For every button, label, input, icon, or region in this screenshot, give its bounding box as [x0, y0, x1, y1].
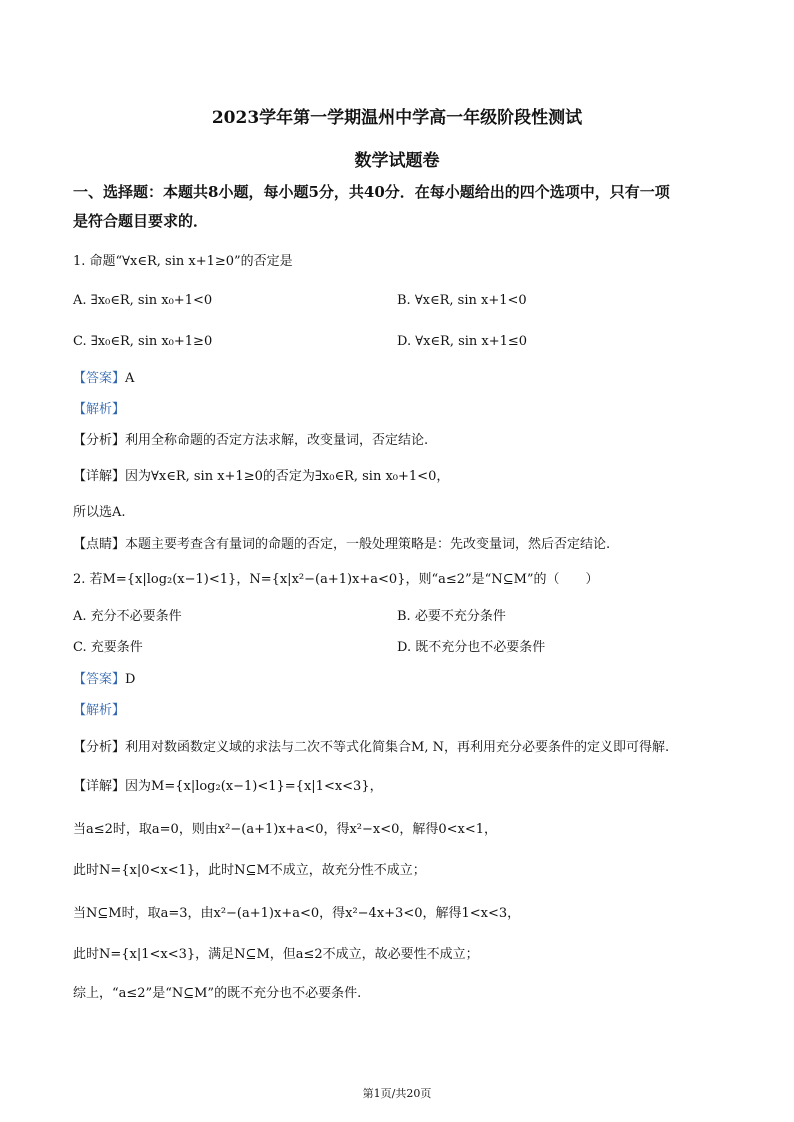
fenxi-text: 利用全称命题的否定方法求解，改变量词，否定结论.: [125, 433, 429, 448]
q2-option-a: A. 充分不必要条件: [73, 609, 182, 624]
page-subtitle: 数学试题卷: [354, 151, 440, 171]
comment-text: 本题主要考查含有量词的命题的否定，一般处理策略是：先改变量词，然后否定结论.: [125, 537, 611, 552]
q1-option-b: B. ∀x∈R, sin x+1<0: [397, 293, 527, 308]
q2-line-5: 综上，“a≤2”是“N⊆M”的既不充分也不必要条件.: [73, 986, 362, 1001]
q1-option-a: A. ∃x₀∈R, sin x₀+1<0: [73, 293, 213, 308]
comment-tag: 【点睛】: [73, 537, 126, 552]
q1-option-c: C. ∃x₀∈R, sin x₀+1≥0: [73, 334, 213, 349]
detail-text: 因为∀x∈R, sin x+1≥0的否定为∃x₀∈R, sin x₀+1<0，: [125, 469, 450, 484]
fenxi-tag: 【分析】: [73, 740, 126, 755]
q2-option-c: C. 充要条件: [73, 640, 143, 655]
q1-conclusion: 所以选A.: [73, 505, 126, 520]
q2-line-1: 当a≤2时，取a=0，则由x²−(a+1)x+a<0，得x²−x<0，解得0<x<1，: [73, 822, 498, 837]
q1-analysis-tag: 【解析】: [73, 402, 126, 417]
q2-line-3: 当N⊆M时，取a=3，由x²−(a+1)x+a<0，得x²−4x+3<0，解得1<x<3，: [73, 906, 521, 921]
q2-fenxi: [73, 741, 669, 754]
q1-answer: [73, 372, 134, 385]
q1-comment: [73, 538, 610, 551]
q2-line-2: 此时N={x|0<x<1}，此时N⊆M不成立，故充分性不成立；: [73, 863, 426, 878]
q2-analysis-tag: 【解析】: [73, 703, 126, 718]
q1-stem: 1. 命题“∀x∈R, sin x+1≥0”的否定是: [73, 254, 293, 269]
answer-value: D: [125, 672, 136, 687]
section-heading-line1: 一、选择题：本题共8小题，每小题5分，共40分．在每小题给出的四个选项中，只有一项: [73, 183, 670, 201]
q2-stem: 2. 若M={x|log₂(x−1)<1}，N={x|x²−(a+1)x+a<0}，则“a≤2”是“N⊆M”的（ ）: [73, 572, 599, 587]
q1-option-d: D. ∀x∈R, sin x+1≤0: [397, 334, 528, 349]
detail-tag: 【详解】: [73, 469, 126, 484]
answer-tag: 【答案】: [73, 672, 126, 687]
q2-line-4: 此时N={x|1<x<3}，满足N⊆M，但a≤2不成立，故必要性不成立；: [73, 947, 479, 962]
page-title: 2023学年第一学期温州中学高一年级阶段性测试: [211, 108, 583, 128]
q2-detail: [73, 780, 383, 793]
q2-answer: [73, 673, 135, 686]
fenxi-text: 利用对数函数定义域的求法与二次不等式化简集合M, N，再利用充分必要条件的定义即可得解.: [125, 740, 670, 755]
detail-tag: 【详解】: [73, 779, 126, 794]
detail-text: 因为M={x|log₂(x−1)<1}={x|1<x<3}，: [125, 779, 383, 794]
page-number: 第1页/共20页: [362, 1087, 432, 1100]
answer-tag: 【答案】: [73, 371, 126, 386]
fenxi-tag: 【分析】: [73, 433, 126, 448]
q2-option-b: B. 必要不充分条件: [397, 609, 506, 624]
q2-option-d: D. 既不充分也不必要条件: [397, 640, 546, 655]
answer-value: A: [125, 371, 135, 386]
section-heading-line2: 是符合题目要求的．: [73, 212, 209, 230]
q1-detail: [73, 470, 449, 483]
q1-fenxi: [73, 434, 428, 447]
